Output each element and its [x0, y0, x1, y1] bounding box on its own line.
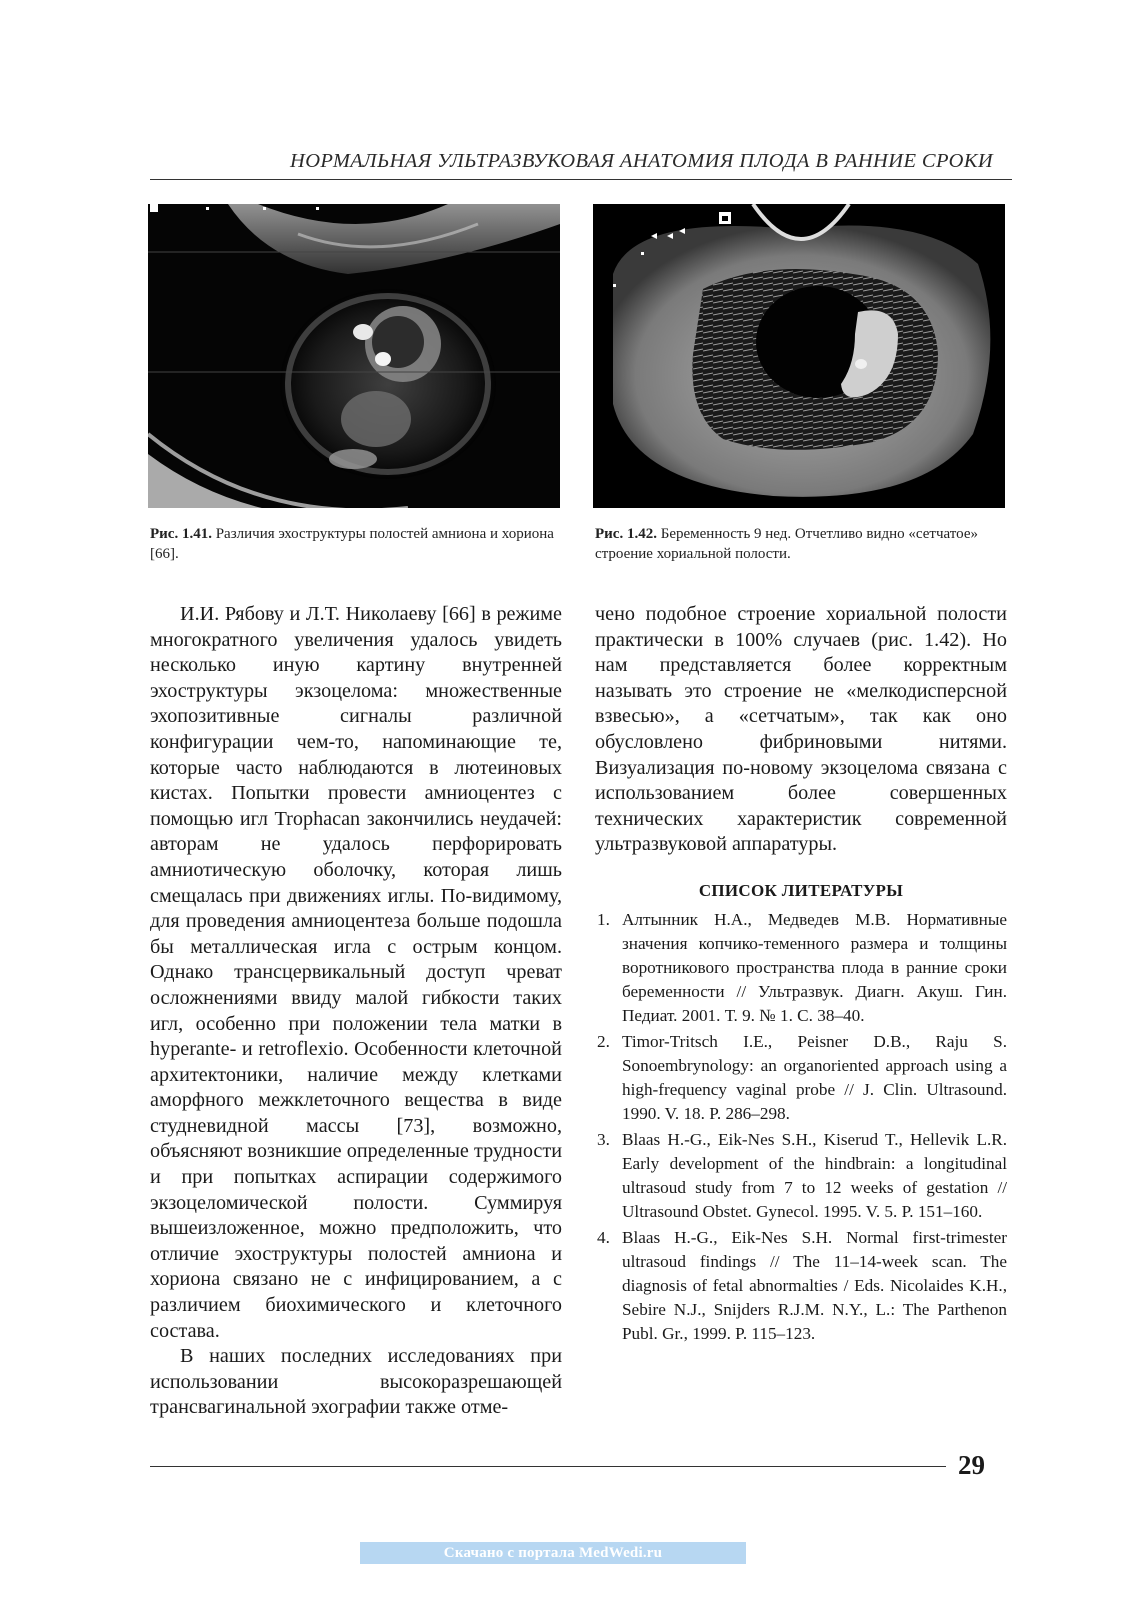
page-number: 29: [958, 1450, 985, 1480]
header-divider: [150, 179, 1012, 180]
reference-item: [595, 1030, 1007, 1126]
running-title: НОРМАЛЬНАЯ УЛЬТРАЗВУКОВАЯ АНАТОМИЯ ПЛОДА В РАННИЕ СРОКИ: [290, 150, 994, 172]
reference-number: 2.: [597, 1031, 610, 1051]
reference-text: Алтынник Н.А., Медведев М.В. Нормативные значения копчико-теменного размера и толщины воротникового пространства плода в ранние сроки беременности // Ультразвук. Диагн. Акуш. Гин. Педиат. 2001. Т. 9. № 1. С. 38–40.: [622, 909, 1007, 1025]
reference-number: 3.: [597, 1129, 610, 1149]
figure-1-42-caption: [595, 524, 1005, 564]
references-list: [595, 908, 1007, 1346]
right-text-column: [595, 602, 1007, 1348]
figure-1-42-ultrasound-image: [593, 204, 1005, 508]
figure-caption-text: Различия эхоструктуры полостей амниона и хориона [66].: [150, 526, 554, 562]
reference-text: Blaas H.-G., Eik-Nes S.H., Kiserud T., Hellevik L.R. Early development of the hindbrain: a longitudinal ultrasoud study from 7 to 12 weeks of gestation // Ultrasound Obstet. Gynecol. 1995. V. 5. P. 151–160.: [622, 1129, 1007, 1221]
download-watermark[interactable]: Скачано с портала MedWedi.ru: [360, 1542, 746, 1564]
reference-text: Timor-Tritsch I.E., Peisner D.B., Raju S. Sonoembrynology: an organoriented approach using a high-frequency vaginal probe // J. Clin. Ultrasound. 1990. V. 18. P. 286–298.: [622, 1031, 1007, 1123]
figure-1-41-caption: [150, 524, 560, 564]
reference-item: [595, 1226, 1007, 1346]
reference-number: 4.: [597, 1227, 610, 1247]
reference-item: [595, 908, 1007, 1028]
footer-divider: [150, 1466, 946, 1467]
figure-label: Рис. 1.41.: [150, 526, 212, 542]
reference-item: [595, 1128, 1007, 1224]
references-heading: СПИСОК ЛИТЕРАТУРЫ: [698, 880, 904, 900]
left-text-column: [150, 602, 562, 1421]
figure-label: Рис. 1.42.: [595, 526, 657, 542]
reference-number: 1.: [597, 909, 610, 929]
figure-1-41-ultrasound-image: [148, 204, 560, 508]
reference-text: Blaas H.-G., Eik-Nes S.H. Normal first-trimester ultrasoud findings // The 11–14-week scan. The diagnosis of fetal abnormalties / Eds. Nicolaides K.H., Sebire N.J., Snijders R.J.M. N.Y., L.: The Parthenon Publ. Gr., 1999. P. 115–123.: [622, 1227, 1007, 1343]
figure-caption-text: Беременность 9 нед. Отчетливо видно «сетчатое» строение хориальной полости.: [595, 526, 978, 562]
paragraph: И.И. Рябову и Л.Т. Николаеву [66] в режиме многократного увеличения удалось увидеть несколько иную картину внутренней эхоструктуры экзоцелома: множественные эхопозитивные сигналы различной конфигурации чем-то, напоминающие те, которые часто наблюдаются в лютеиновых кистах. Попытки провести амниоцентез с помощью игл Trophacan закончились неудачей: авторам не удалось перфорировать амниотическую оболочку, которая лишь смещалась при движениях иглы. По-видимому, для проведения амниоцентеза больше подошла бы металлическая игла с острым концом. Однако трансцервикальный доступ чреват осложнениями ввиду малой гибкости таких игл, особенно при положении тела матки в hyperante- и retroflexio. Особенности клеточной архитектоники, наличие между клетками аморфного межклеточного вещества в виде студневидной массы [73], возможно, объясняют возникшие определенные трудности и при попытках аспирации содержимого экзоцеломической полости. Суммируя вышеизложенное, можно предположить, что отличие эхоструктуры полостей амниона и хориона связано не с инфицированием, а с различием биохимического и клеточного состава.: [150, 603, 562, 1342]
paragraph: В наших последних исследованиях при использовании высокоразрешающей трансвагинальной эхографии также отме-: [150, 1345, 562, 1419]
paragraph: чено подобное строение хориальной полости практически в 100% случаев (рис. 1.42). Но нам представляется более корректным называть это строение не «мелкодисперсной взвесью», а «сетчатым», так как оно обусловлено фибриновыми нитями. Визуализация по-новому экзоцелома связана с использованием более совершенных технических характеристик современной ультразвуковой аппаратуры.: [595, 603, 1007, 856]
